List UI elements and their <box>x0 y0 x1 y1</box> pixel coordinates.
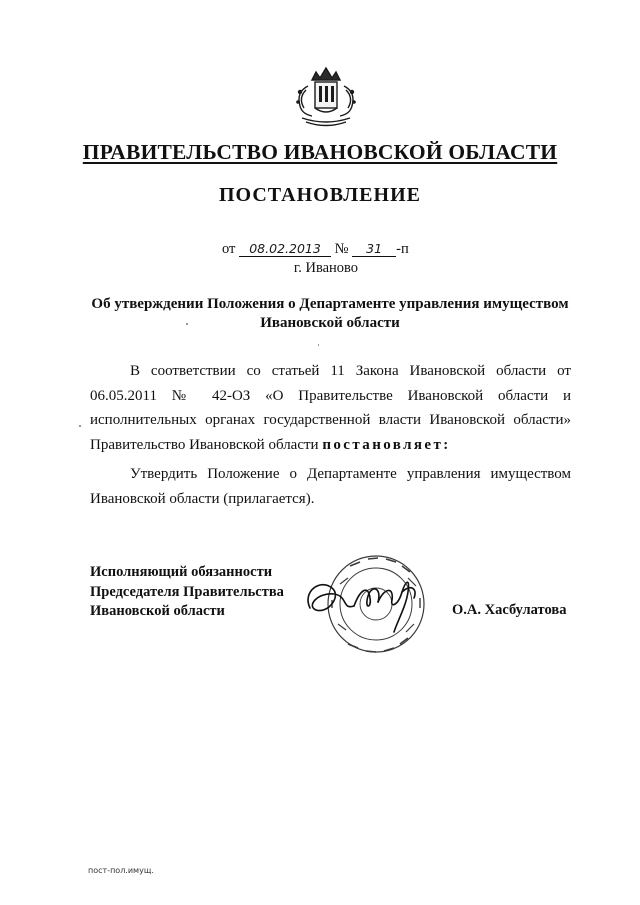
scan-speck <box>79 425 81 427</box>
scan-speck <box>318 344 319 346</box>
scan-speck <box>186 323 188 325</box>
body-paragraph-1 <box>90 359 571 457</box>
government-title <box>0 140 640 165</box>
city-name: г. Иваново <box>293 260 359 276</box>
subject-line-2: Ивановской области <box>260 315 400 331</box>
document-number: 31 <box>352 241 396 257</box>
signatory-position <box>90 563 284 622</box>
document-date: 08.02.2013 <box>239 241 331 257</box>
position-line-2: Председателя Правительства <box>90 583 284 600</box>
position-line-3: Ивановской области <box>90 603 225 619</box>
document-subject <box>60 295 600 333</box>
government-title-text: ПРАВИТЕЛЬСТВО ИВАНОВСКОЙ ОБЛАСТИ <box>82 140 558 164</box>
subject-line-1: Об утверждении Положения о Департаменте управления имуществом <box>91 296 569 312</box>
registration-line <box>222 241 409 258</box>
from-prefix: от <box>222 241 236 257</box>
coat-of-arms-emblem <box>288 62 364 130</box>
document-type: ПОСТАНОВЛЕНИЕ <box>219 184 421 206</box>
number-prefix: № <box>334 241 349 257</box>
body-paragraph-2: Утвердить Положение о Департаменте управления имуществом Ивановской области (прилагается). <box>90 466 571 507</box>
number-suffix: -п <box>396 241 409 257</box>
position-line-1: Исполняющий обязанности <box>90 564 273 580</box>
file-reference-note: пост-пол.имущ. <box>88 866 154 875</box>
paragraph-1-emphasis: постановляет: <box>322 436 451 453</box>
signatory-name: О.А. Хасбулатова <box>452 602 567 618</box>
paragraph-1-text: В соответствии со статьей 11 Закона Ивановской области от 06.05.2011 № 42-ОЗ «О Правительстве Ивановской области и исполнительных органах государственной власти Ивановской области» Правительство Ивановской области <box>90 363 571 453</box>
official-stamp-with-signature <box>298 548 448 660</box>
